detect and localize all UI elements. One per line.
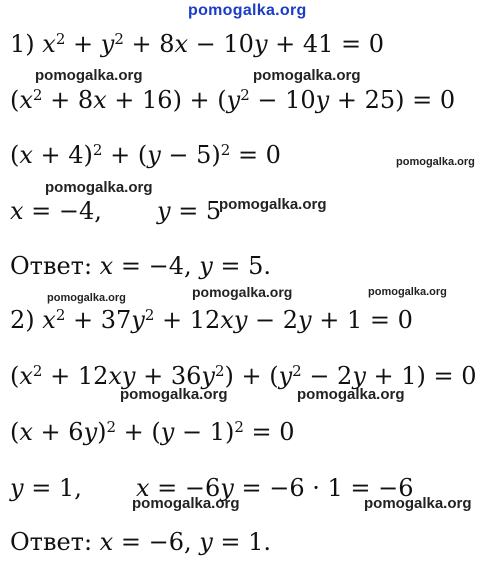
watermark: pomogalka.org <box>120 386 228 403</box>
answer-label: Ответ: <box>10 528 93 556</box>
p1-number: 1) <box>10 30 35 58</box>
watermark: pomogalka.org <box>45 179 153 196</box>
watermark: pomogalka.org <box>47 292 126 304</box>
p2-answer: Ответ: x = −6, y = 1. <box>10 528 272 556</box>
p1-squares: $(x + 4)^2 + (y - 5)^2 = 0$ <box>10 140 281 169</box>
p1-answer: Ответ: x = −4, y = 5. <box>10 252 272 280</box>
p1-grouped: $(x^2 + 8x + 16) + (y^2 - 10y + 25) = 0$ <box>10 85 456 114</box>
watermark: pomogalka.org <box>132 495 240 512</box>
p2-equation: 2) $x^2 + 37y^2 + 12xy - 2y + 1 = 0$ <box>10 305 413 334</box>
p2-solution-x: x = −6y = −6 · 1 = −6 <box>136 474 414 502</box>
watermark-top: pomogalka.org <box>188 2 307 19</box>
p2-number: 2) <box>10 306 35 334</box>
answer-label: Ответ: <box>10 252 93 280</box>
watermark: pomogalka.org <box>35 67 143 84</box>
p1-solution-x: x = −4, <box>10 197 102 225</box>
watermark: pomogalka.org <box>364 495 472 512</box>
p1-equation: 1) $x^2 + y^2 + 8x - 10y + 41 = 0$ <box>10 29 385 58</box>
p2-grouped: $(x^2 + 12xy + 36y^2) + (y^2 - 2y + 1) = 0$ <box>10 361 477 390</box>
p1-solution-y: y = 5 <box>157 197 222 225</box>
p2-squares: $(x + 6y)^2 + (y - 1)^2 = 0$ <box>10 417 295 446</box>
watermark: pomogalka.org <box>253 67 361 84</box>
watermark: pomogalka.org <box>192 284 293 300</box>
watermark: pomogalka.org <box>219 196 327 213</box>
watermark: pomogalka.org <box>396 156 475 168</box>
watermark: pomogalka.org <box>368 286 447 298</box>
watermark: pomogalka.org <box>297 386 405 403</box>
p2-solution-y: y = 1, <box>10 474 82 502</box>
